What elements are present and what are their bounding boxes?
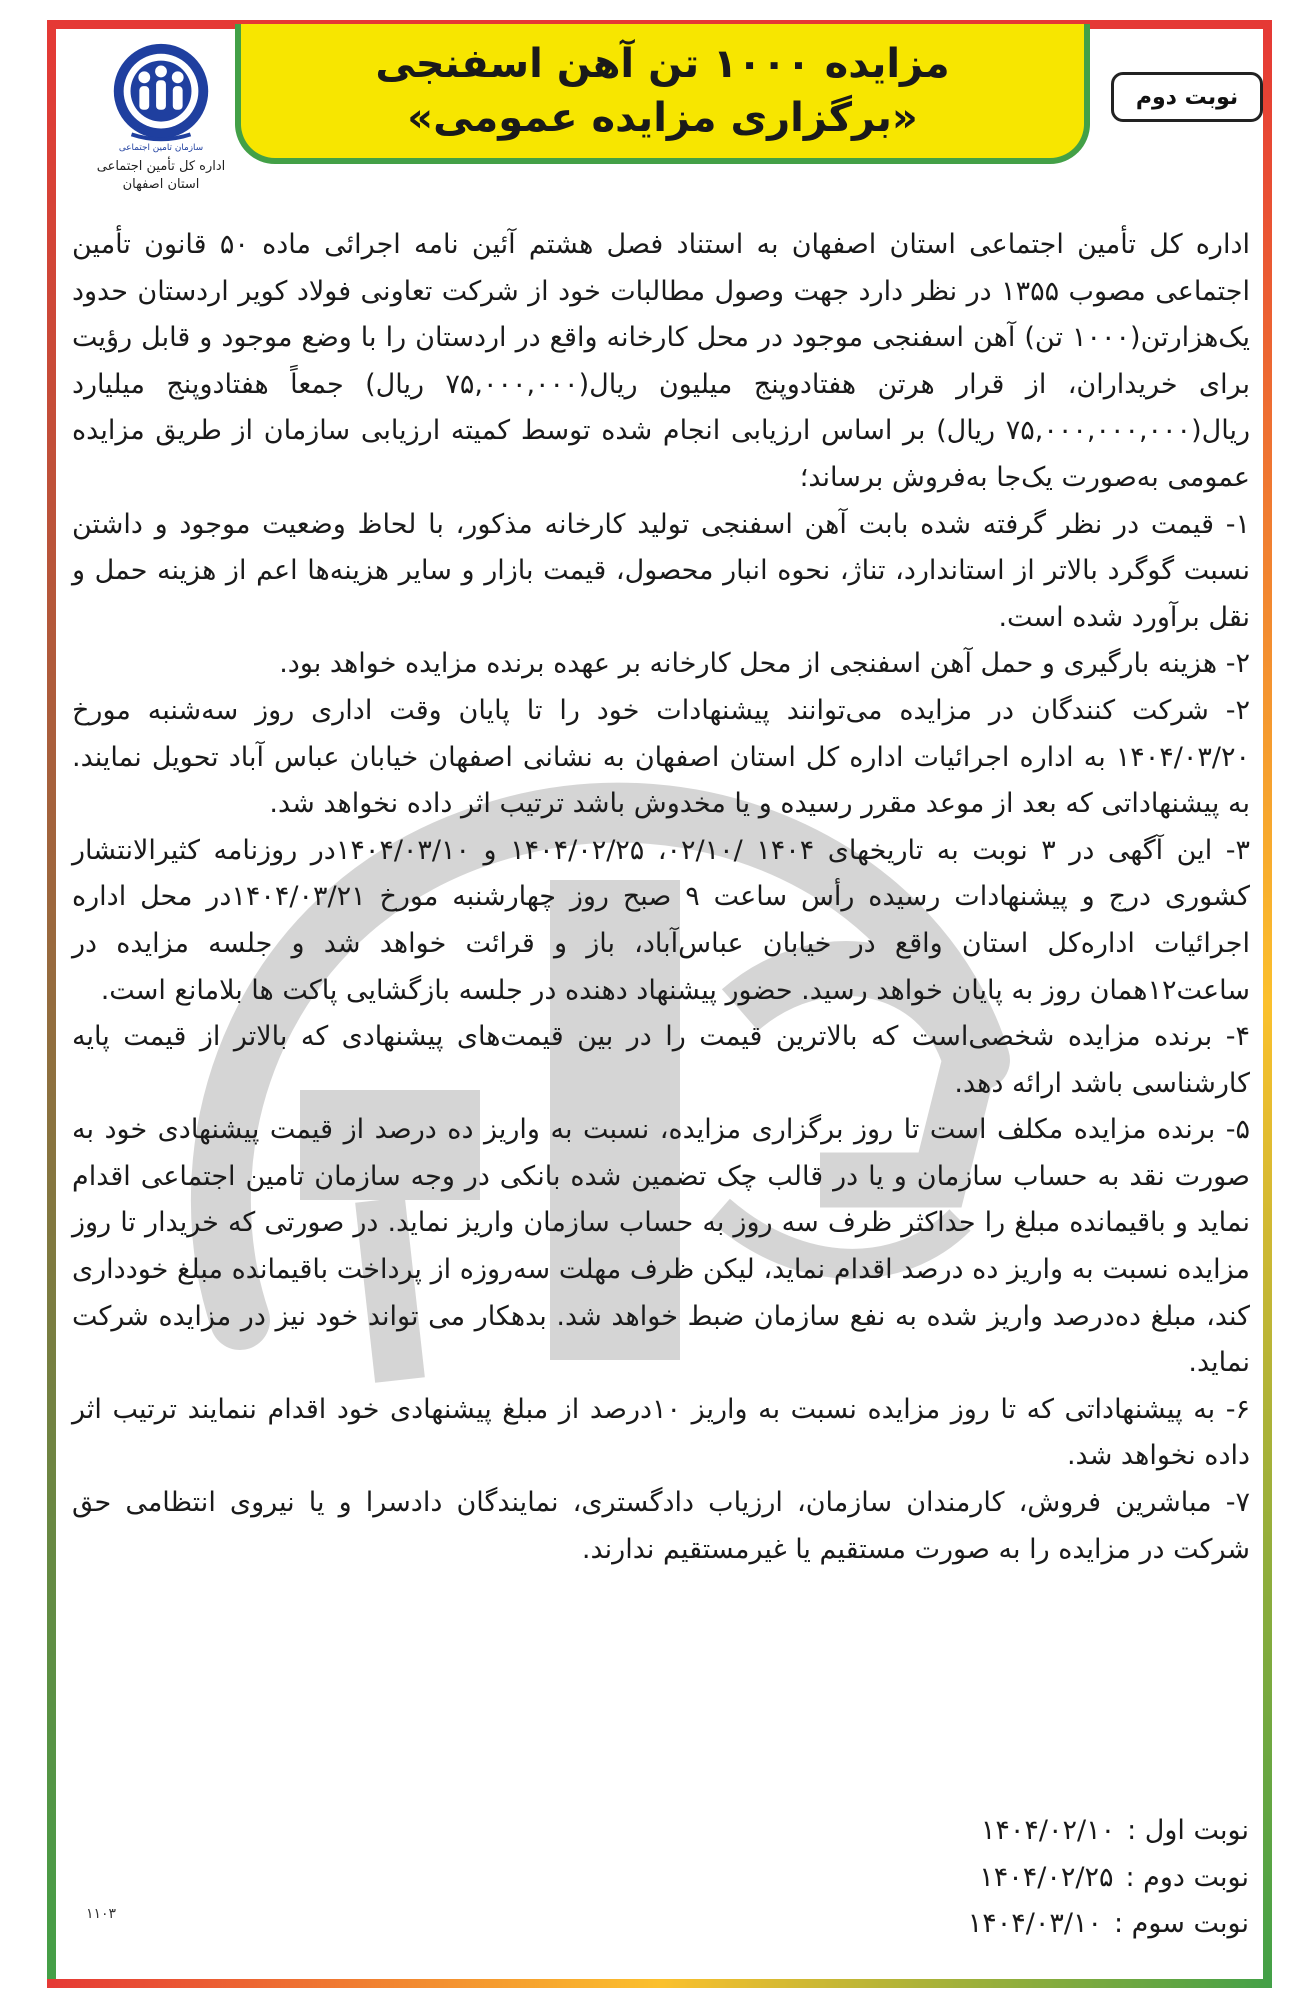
social-security-emblem-icon	[102, 38, 220, 156]
clause-8: ۷- مباشرین فروش، کارمندان سازمان، ارزیاب دادگستری، نمایندگان دادسرا و یا نیروی انتظامی حق شرکت در مزایده را به صورت مستقیم یا غیرمستقیم ندارند.	[72, 1487, 1250, 1565]
clause-5: ۴- برنده مزایده شخصی‌است که بالاترین قیمت را در بین قیمت‌های پیشنهادی که بالاتر از قیمت پایه کارشناسی باشد ارائه دهد.	[72, 1021, 1250, 1099]
round-date: ۱۴۰۴/۰۲/۱۰	[980, 1815, 1116, 1846]
clause-6: ۵- برنده مزایده مکلف است تا روز برگزاری مزایده، نسبت به واریز ده درصد از قیمت پیشنهادی خود به صورت نقد به حساب سازمان و یا در قالب چک تضمین شده بانکی در وجه سازمان تامین اجتماعی اقدام نماید و باقیمانده مبلغ را حداکثر ظرف سه روز به حساب سازمان واریز نماید. در صورتی که خریدار تا روز مزایده نسبت به واریز ده درصد اقدام نماید، لیکن ظرف مهلت سه‌روزه از پرداخت باقیمانده مبلغ خودداری کند، مبلغ ده‌درصد واریز شده به نفع سازمان ضبط خواهد شد. بدهکار می تواند خود نیز در مزایده شرکت نماید.	[72, 1114, 1250, 1379]
round-label: نوبت سوم :	[1113, 1908, 1249, 1940]
header-banner	[235, 24, 1090, 164]
tamin-ejtemaei-logo	[96, 38, 226, 210]
auction-title: مزایده ۱۰۰۰ تن آهن اسفنجی	[375, 41, 950, 87]
round-label: نوبت اول :	[1127, 1815, 1249, 1846]
round-date: ۱۴۰۴/۰۳/۱۰	[967, 1908, 1102, 1940]
svg-text:سازمان تامین اجتماعی: سازمان تامین اجتماعی	[118, 143, 204, 154]
clause-3: ۲- شرکت کنندگان در مزایده می‌توانند پیشنهادات خود را تا پایان وقت اداری روز سه‌شنبه مورخ ۱۴۰۴/۰۳/۲۰ به اداره اجرائیات اداره کل استان اصفهان به نشانی اصفهان خیابان عباس آباد تحویل نمایند. به پیشنهاداتی که بعد از موعد مقرر رسیده و یا مخدوش باشد ترتیب اثر داده نخواهد شد.	[72, 694, 1250, 820]
notice-body	[72, 222, 1250, 1573]
clause-4: ۳- این آگهی در ۳ نوبت به تاریخهای ۱۴۰۴ /۰۲/۱۰، ۱۴۰۴/۰۲/۲۵ و ۱۴۰۴/۰۳/۱۰در روزنامه کثیرالانتشار کشوری درج و پیشنهادات رسیده رأس ساعت ۹ صبح روز چهارشنبه مورخ ۱۴۰۴/۰۳/۲۱در محل اداره اجرائیات اداره‌کل استان واقع در خیابان عباس‌آباد، باز و قرائت خواهد شد و جلسه مزایده در ساعت۱۲همان روز به پایان خواهد رسید. حضور پیشنهاد دهنده در جلسه بازگشایی پاکت ها بلامانع است.	[72, 834, 1251, 1006]
intro-paragraph: اداره کل تأمین اجتماعی استان اصفهان به استناد فصل هشتم آئین نامه اجرائی ماده ۵۰ قانون تأمین اجتماعی مصوب ۱۳۵۵ در نظر دارد جهت وصول مطالبات خود از شرکت تعاونی فولاد کویر اردستان حدود یک‌هزارتن(۱۰۰۰ تن) آهن اسفنجی موجود در محل کارخانه واقع در اردستان را با وضع موجود و قابل رؤیت برای خریداران، از قرار هرتن هفتادوپنج میلیون ریال(۷۵,۰۰۰,۰۰۰ ریال) جمعاً هفتادوپنج میلیارد ریال(۷۵,۰۰۰,۰۰۰,۰۰۰ ریال) بر اساس ارزیابی انجام شده توسط کمیته ارزیابی سازمان از طریق مزایده عمومی به‌صورت یک‌جا به‌فروش برساند؛	[72, 229, 1250, 493]
clause-7: ۶- به پیشنهاداتی که تا روز مزایده نسبت به واریز ۱۰درصد از مبلغ پیشنهادی خود اقدام ننمایند ترتیب اثر داده نخواهد شد.	[72, 1393, 1250, 1472]
ad-code: ۱۱۰۳	[86, 1906, 117, 1922]
round-row	[649, 1901, 1249, 1948]
publication-rounds	[649, 1808, 1249, 1948]
round-row	[649, 1808, 1249, 1855]
clause-1: ۱- قیمت در نظر گرفته شده بابت آهن اسفنجی تولید کارخانه مذکور، با لحاظ وضعیت موجود و داشتن نسبت گوگرد بالاتر از استاندارد، تناژ، نحوه انبار محصول، قیمت بازار و سایر هزینه‌ها اعم از هزینه حمل و نقل برآورد شده است.	[72, 508, 1250, 633]
round-row	[649, 1855, 1249, 1902]
round-date: ۱۴۰۴/۰۲/۲۵	[979, 1861, 1114, 1893]
clause-2: ۲- هزینه بارگیری و حمل آهن اسفنجی از محل کارخانه بر عهده برنده مزایده خواهد بود.	[279, 648, 1250, 680]
round-label: نوبت دوم :	[1125, 1861, 1249, 1893]
logo-caption-line1: اداره کل تأمین اجتماعی	[96, 159, 226, 174]
frame-left-edge	[47, 20, 56, 1988]
auction-subtitle: «برگزاری مزایده عمومی»	[407, 95, 918, 141]
frame-bottom-edge	[47, 1979, 1272, 1988]
logo-caption-line2: استان اصفهان	[122, 176, 200, 192]
round-badge: نوبت دوم	[1111, 72, 1263, 122]
